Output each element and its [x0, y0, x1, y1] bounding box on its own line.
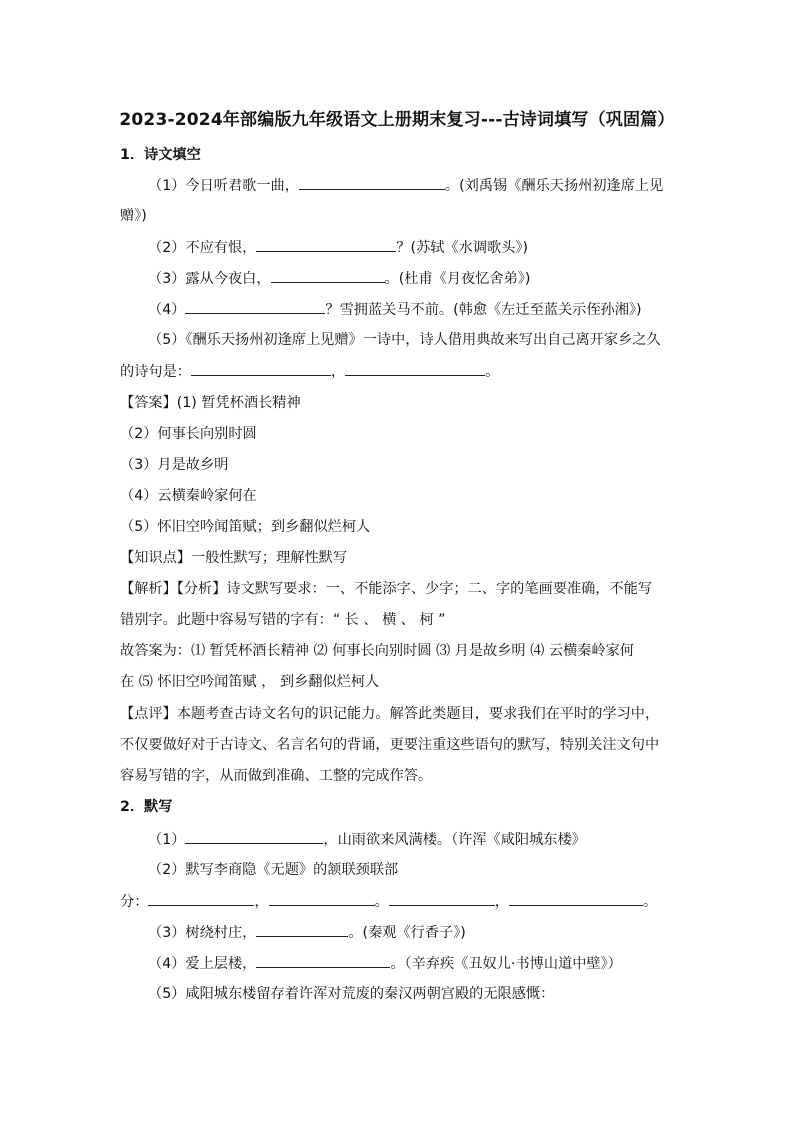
- text: ？(苏轼《水调歌头》): [396, 240, 529, 256]
- text: ，: [254, 894, 269, 910]
- answer-blank: [256, 953, 390, 968]
- answer-blank: [389, 891, 495, 906]
- text: （1）: [148, 832, 186, 848]
- comment-line-3: 容易写错的字，从而做到准确、工整的完成作答。: [120, 768, 433, 784]
- answer-2: （2）何事长向别时圆: [120, 426, 257, 442]
- q1-line-1-cont: 赠》): [120, 208, 147, 224]
- analysis-line-1: 【解析】【分析】诗文默写要求：一、不能添字、少字；二、字的笔画要准确，不能写: [120, 581, 653, 597]
- text: （4）: [148, 302, 186, 318]
- page-title: 2023-2024年部编版九年级语文上册期末复习---古诗词填写（巩固篇）: [119, 110, 675, 130]
- q2-line-3: [148, 922, 466, 943]
- answer-5: （5）怀旧空吟闻笛赋；到乡翻似烂柯人: [120, 519, 371, 535]
- answer-3: （3）月是故乡明: [120, 457, 229, 473]
- text: 。（辛弃疾《丑奴儿·书博山道中壁》）: [390, 956, 622, 972]
- q2-line-2: （2）默写李商隐《无题》的颔联颈联部: [148, 862, 399, 878]
- answer-blank: [509, 891, 643, 906]
- analysis-line-2: 错别字。此题中容易写错的字有：“ 长 、 横 、 柯 ”: [120, 612, 446, 628]
- text: 。: [374, 894, 389, 910]
- text: （3）露从今夜白，: [148, 271, 271, 287]
- text: （4）爱上层楼，: [148, 956, 257, 972]
- q1-line-3: [148, 268, 530, 289]
- answer-1: 【答案】(1) 暂凭杯酒长精神: [120, 395, 301, 411]
- text: 。: [643, 894, 658, 910]
- answer-blank: [345, 361, 485, 376]
- text: ，: [330, 364, 346, 380]
- comment-line-1: 【点评】本题考查古诗文名句的识记能力。解答此类题目，要求我们在平时的学习中，: [120, 706, 660, 722]
- answer-blank: [185, 829, 323, 844]
- text: 。: [485, 364, 500, 380]
- text: （1）今日听君歌一曲，: [148, 178, 299, 194]
- q2-line-1: [148, 829, 586, 850]
- answer-blank: [148, 891, 254, 906]
- text: ，山雨欲来风满楼。（许浑《咸阳城东楼》: [323, 832, 586, 848]
- q2-heading: 2．默写: [120, 799, 173, 815]
- q1-heading: 1．诗文填空: [120, 147, 201, 163]
- knowledge-point: 【知识点】一般性默写；理解性默写: [120, 550, 348, 566]
- q1-line-4: [148, 299, 642, 320]
- text: （3）树绕村庄，: [148, 925, 257, 941]
- answer-blank: [271, 268, 385, 283]
- text: 。(杜甫《月夜忆舍弟》): [384, 271, 531, 287]
- answer-blank: [185, 299, 325, 314]
- answer-blank: [299, 175, 445, 190]
- answer-blank: [191, 361, 331, 376]
- q2-line-4: [148, 953, 622, 974]
- answer-4: （4）云横秦岭家何在: [120, 488, 257, 504]
- text: ，: [494, 894, 509, 910]
- answer-blank: [269, 891, 375, 906]
- q2-line-5: （5）咸阳城东楼留存着许浑对荒废的秦汉两朝宫殿的无限感慨：: [148, 986, 555, 1002]
- answer-blank: [256, 922, 348, 937]
- analysis-line-3: 故答案为：⑴ 暂凭杯酒长精神 ⑵ 何事长向别时圆 ⑶ 月是故乡明 ⑷ 云横秦岭家何: [120, 643, 634, 659]
- text: 。(刘禹锡《酬乐天扬州初逢席上见: [444, 178, 664, 194]
- text: 分：: [120, 894, 149, 910]
- comment-line-2: 不仅要做好对于古诗文、名言名句的背诵，更要注重这些语句的默写，特别关注文句中: [120, 737, 660, 753]
- q1-line-1: [148, 175, 663, 196]
- q2-line-2-cont: [120, 891, 657, 912]
- q1-line-5-cont: [120, 361, 499, 382]
- text: 的诗句是：: [120, 364, 191, 380]
- text: 。(秦观《行香子》): [348, 925, 466, 941]
- text: ？雪拥蓝关马不前。(韩愈《左迁至蓝关示侄孙湘》): [325, 302, 642, 318]
- analysis-line-4: 在 ⑸ 怀旧空吟闻笛赋 ， 到乡翻似烂柯人: [120, 674, 380, 690]
- answer-blank: [256, 237, 396, 252]
- text: （2）不应有恨，: [148, 240, 257, 256]
- q1-line-2: [148, 237, 528, 258]
- q1-line-5: （5）《酬乐天扬州初逢席上见赠》一诗中，诗人借用典故来写出自己离开家乡之久: [148, 332, 661, 348]
